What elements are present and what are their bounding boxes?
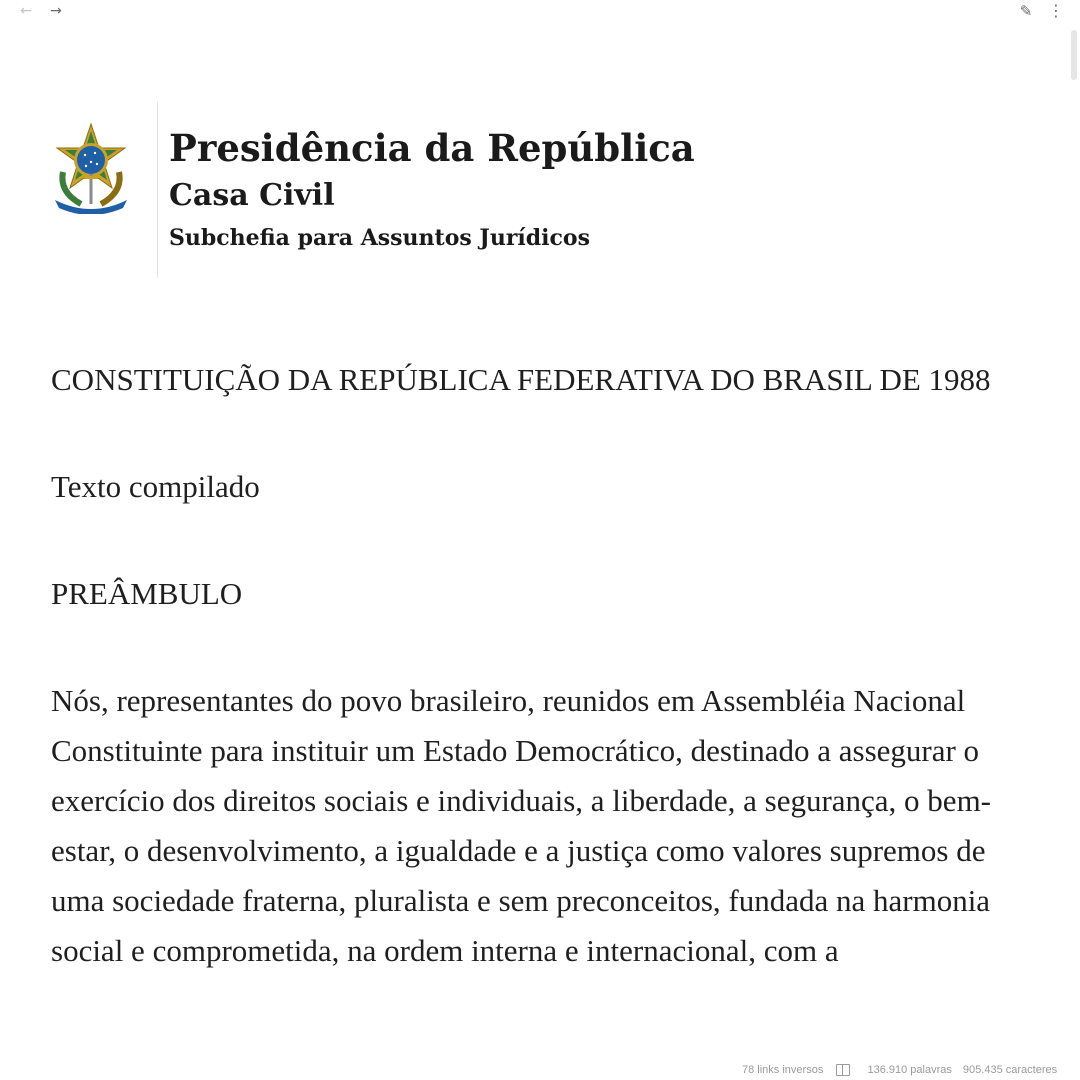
more-options-icon[interactable]: ⋮ [1048, 1, 1064, 20]
character-count: 905.435 caracteres [962, 1064, 1058, 1076]
document-heading: CONSTITUIÇÃO DA REPÚBLICA FEDERATIVA DO BRASIL DE 1988 [51, 362, 991, 397]
top-toolbar [0, 0, 1080, 24]
forward-arrow-icon[interactable]: → [50, 3, 62, 19]
document-content [51, 355, 1036, 976]
coat-of-arms-icon [51, 122, 131, 214]
reading-view-icon[interactable] [836, 1064, 850, 1076]
preamble-text: Nós, representantes do povo brasileiro, reunidos em Assembléia Nacional Constituinte para instituir um Estado Democrático, destinado a assegurar o exercício dos direitos sociais e individuais, a liberdade, a segurança, o bem-estar, o desenvolvimento, a igualdade e a justiça como valores supremos de uma sociedade fraterna, pluralista e sem preconceitos, fundada na harmonia social e comprometida, na ordem interna e internacional, com a [51, 683, 992, 968]
backlinks-count[interactable]: 78 links inversos [742, 1064, 824, 1076]
scrollbar-thumb[interactable] [1071, 30, 1077, 80]
edit-pencil-icon[interactable]: ✎ [1019, 2, 1033, 20]
header-title: Presidência da República [169, 126, 695, 170]
back-arrow-icon[interactable]: ← [20, 3, 32, 19]
page-header [0, 100, 1080, 280]
brazil-coat-of-arms-emblem [51, 122, 131, 214]
status-bar [730, 1060, 1080, 1080]
compiled-text-note: Texto compilado [51, 469, 260, 504]
header-subtitle: Casa Civil [169, 178, 335, 213]
header-divider [157, 102, 158, 278]
preamble-title: PREÂMBULO [51, 576, 243, 611]
header-department: Subchefia para Assuntos Jurídicos [169, 225, 590, 251]
word-count: 136.910 palavras [867, 1064, 952, 1076]
